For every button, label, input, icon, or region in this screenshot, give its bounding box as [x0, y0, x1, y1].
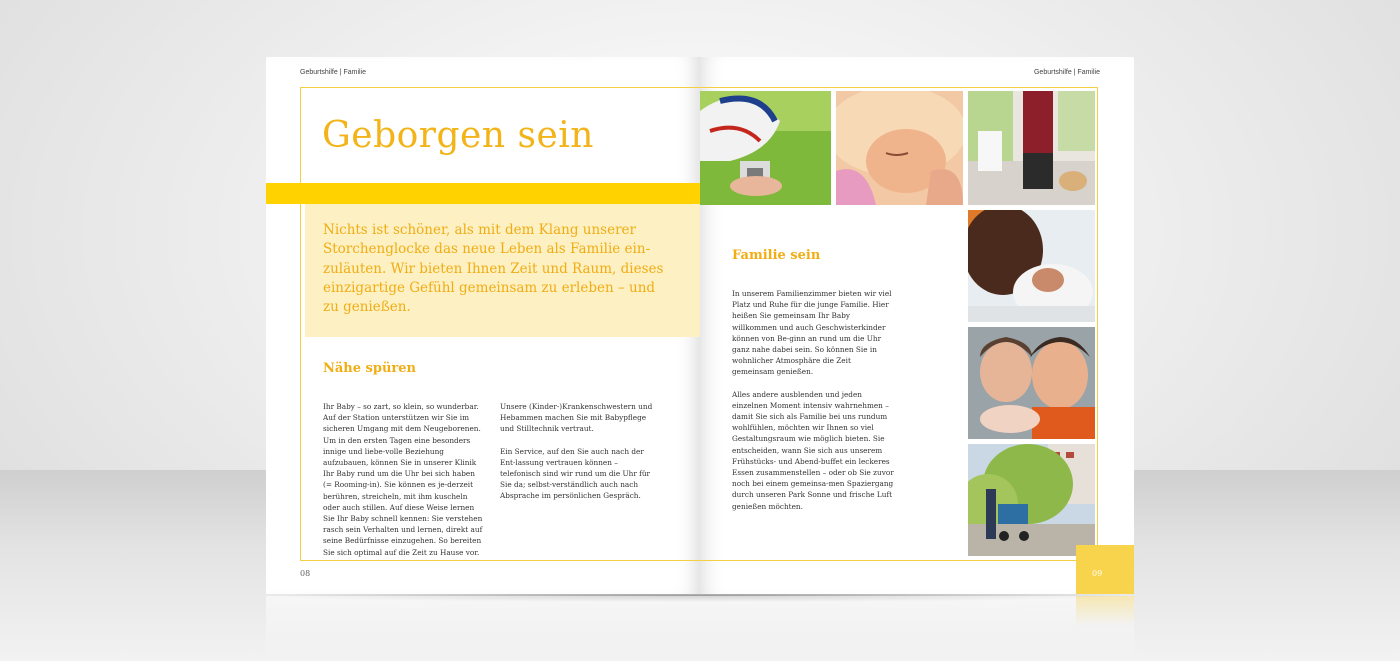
column2-paragraph-1: Unsere (Kinder-)Krankenschwestern und Hebammen machen Sie mit Babypflege und Stilltechnik vertraut. [500, 402, 653, 434]
section-title-familie: Familie sein [732, 248, 821, 263]
page-number-tab [1076, 545, 1134, 594]
photo-walk-in-park [968, 444, 1095, 556]
left-page-number: 08 [300, 569, 311, 578]
photo-storchenglocke [700, 91, 831, 205]
right-page [700, 57, 1134, 594]
right-paragraph-1: In unserem Familienzimmer bieten wir viel Platz und Ruhe für die junge Familie. Hier heißen Sie gemeinsam Ihr Baby willkommen und auch Geschwisterkinder können von Be-ginn an rund um die Uhr ganz nahe dabei sein. So können Sie in wohnlicher Atmosphäre die Zeit gemeinsam genießen. [732, 289, 892, 377]
photo-young-parents [968, 327, 1095, 439]
intro-text: Nichts ist schöner, als mit dem Klang unserer Storchenglocke das neue Leben als Familie ein-zuläuten. Wir bieten Ihnen Zeit und Raum, dieses einzigartige Gefühl gemeinsam zu erleben – und zu genießen. [323, 222, 664, 316]
text-column-2 [500, 401, 660, 513]
column2-paragraph-2: Ein Service, auf den Sie auch nach der Ent-lassung vertrauen können – telefonisch sind wir rund um die Uhr für Sie da; selbst-verständlich auch nach Absprache im persönlichen Gespräch. [500, 446, 651, 501]
right-page-number: 09 [1092, 569, 1103, 578]
page-title: Geborgen sein [322, 115, 594, 156]
reflection-yellow-tab [1076, 596, 1134, 626]
photo-family-room [968, 91, 1095, 205]
yellow-band [266, 183, 700, 204]
photo-mother-with-baby [968, 210, 1095, 322]
section-title-naehe: Nähe spüren [323, 361, 416, 376]
left-running-header: Geburtshilfe | Familie [300, 69, 367, 76]
brochure-reflection [266, 596, 1134, 661]
right-paragraph-2: Alles andere ausblenden und jeden einzelnen Moment intensiv wahrnehmen – damit Sie sich als Familie bei uns rundum wohlfühlen, möchten wir Ihnen so viel Gestaltungsraum wie möglich bieten. Sie entscheiden, wann Sie sich aus unserem Frühstücks- und Abend-buffet ein leckeres Essen zusammenstellen – oder ob Sie zuvor noch bei einem gemeinsa-men Spaziergang durch unseren Park Sonne und frische Luft genießen möchten. [732, 389, 894, 511]
text-column-right [732, 288, 894, 523]
right-running-header: Geburtshilfe | Familie [1033, 69, 1100, 76]
column1-text: Ihr Baby – so zart, so klein, so wunderbar. Auf der Station unterstützen wir Sie im sicheren Umgang mit dem Neugeborenen. Um in den ersten Tagen eine besonders innige und liebe-volle Beziehung aufzubauen, können Sie in unserer Klinik Ihr Baby rund um die Uhr bei sich haben (= Rooming-in). Sie können es je-derzeit berühren, streicheln, mit ihm kuscheln oder auch stillen. Auf diese Weise lernen Sie Ihr Baby schnell kennen: Sie verstehen rasch sein Verhalten und lernen, direkt auf seine Bedürfnisse einzugehen. So bereiten Sie sich optimal auf die Zeit zu Hause vor. [323, 402, 483, 557]
left-page [266, 57, 700, 594]
text-column-1 [323, 401, 485, 569]
photo-sleeping-baby [836, 91, 963, 205]
